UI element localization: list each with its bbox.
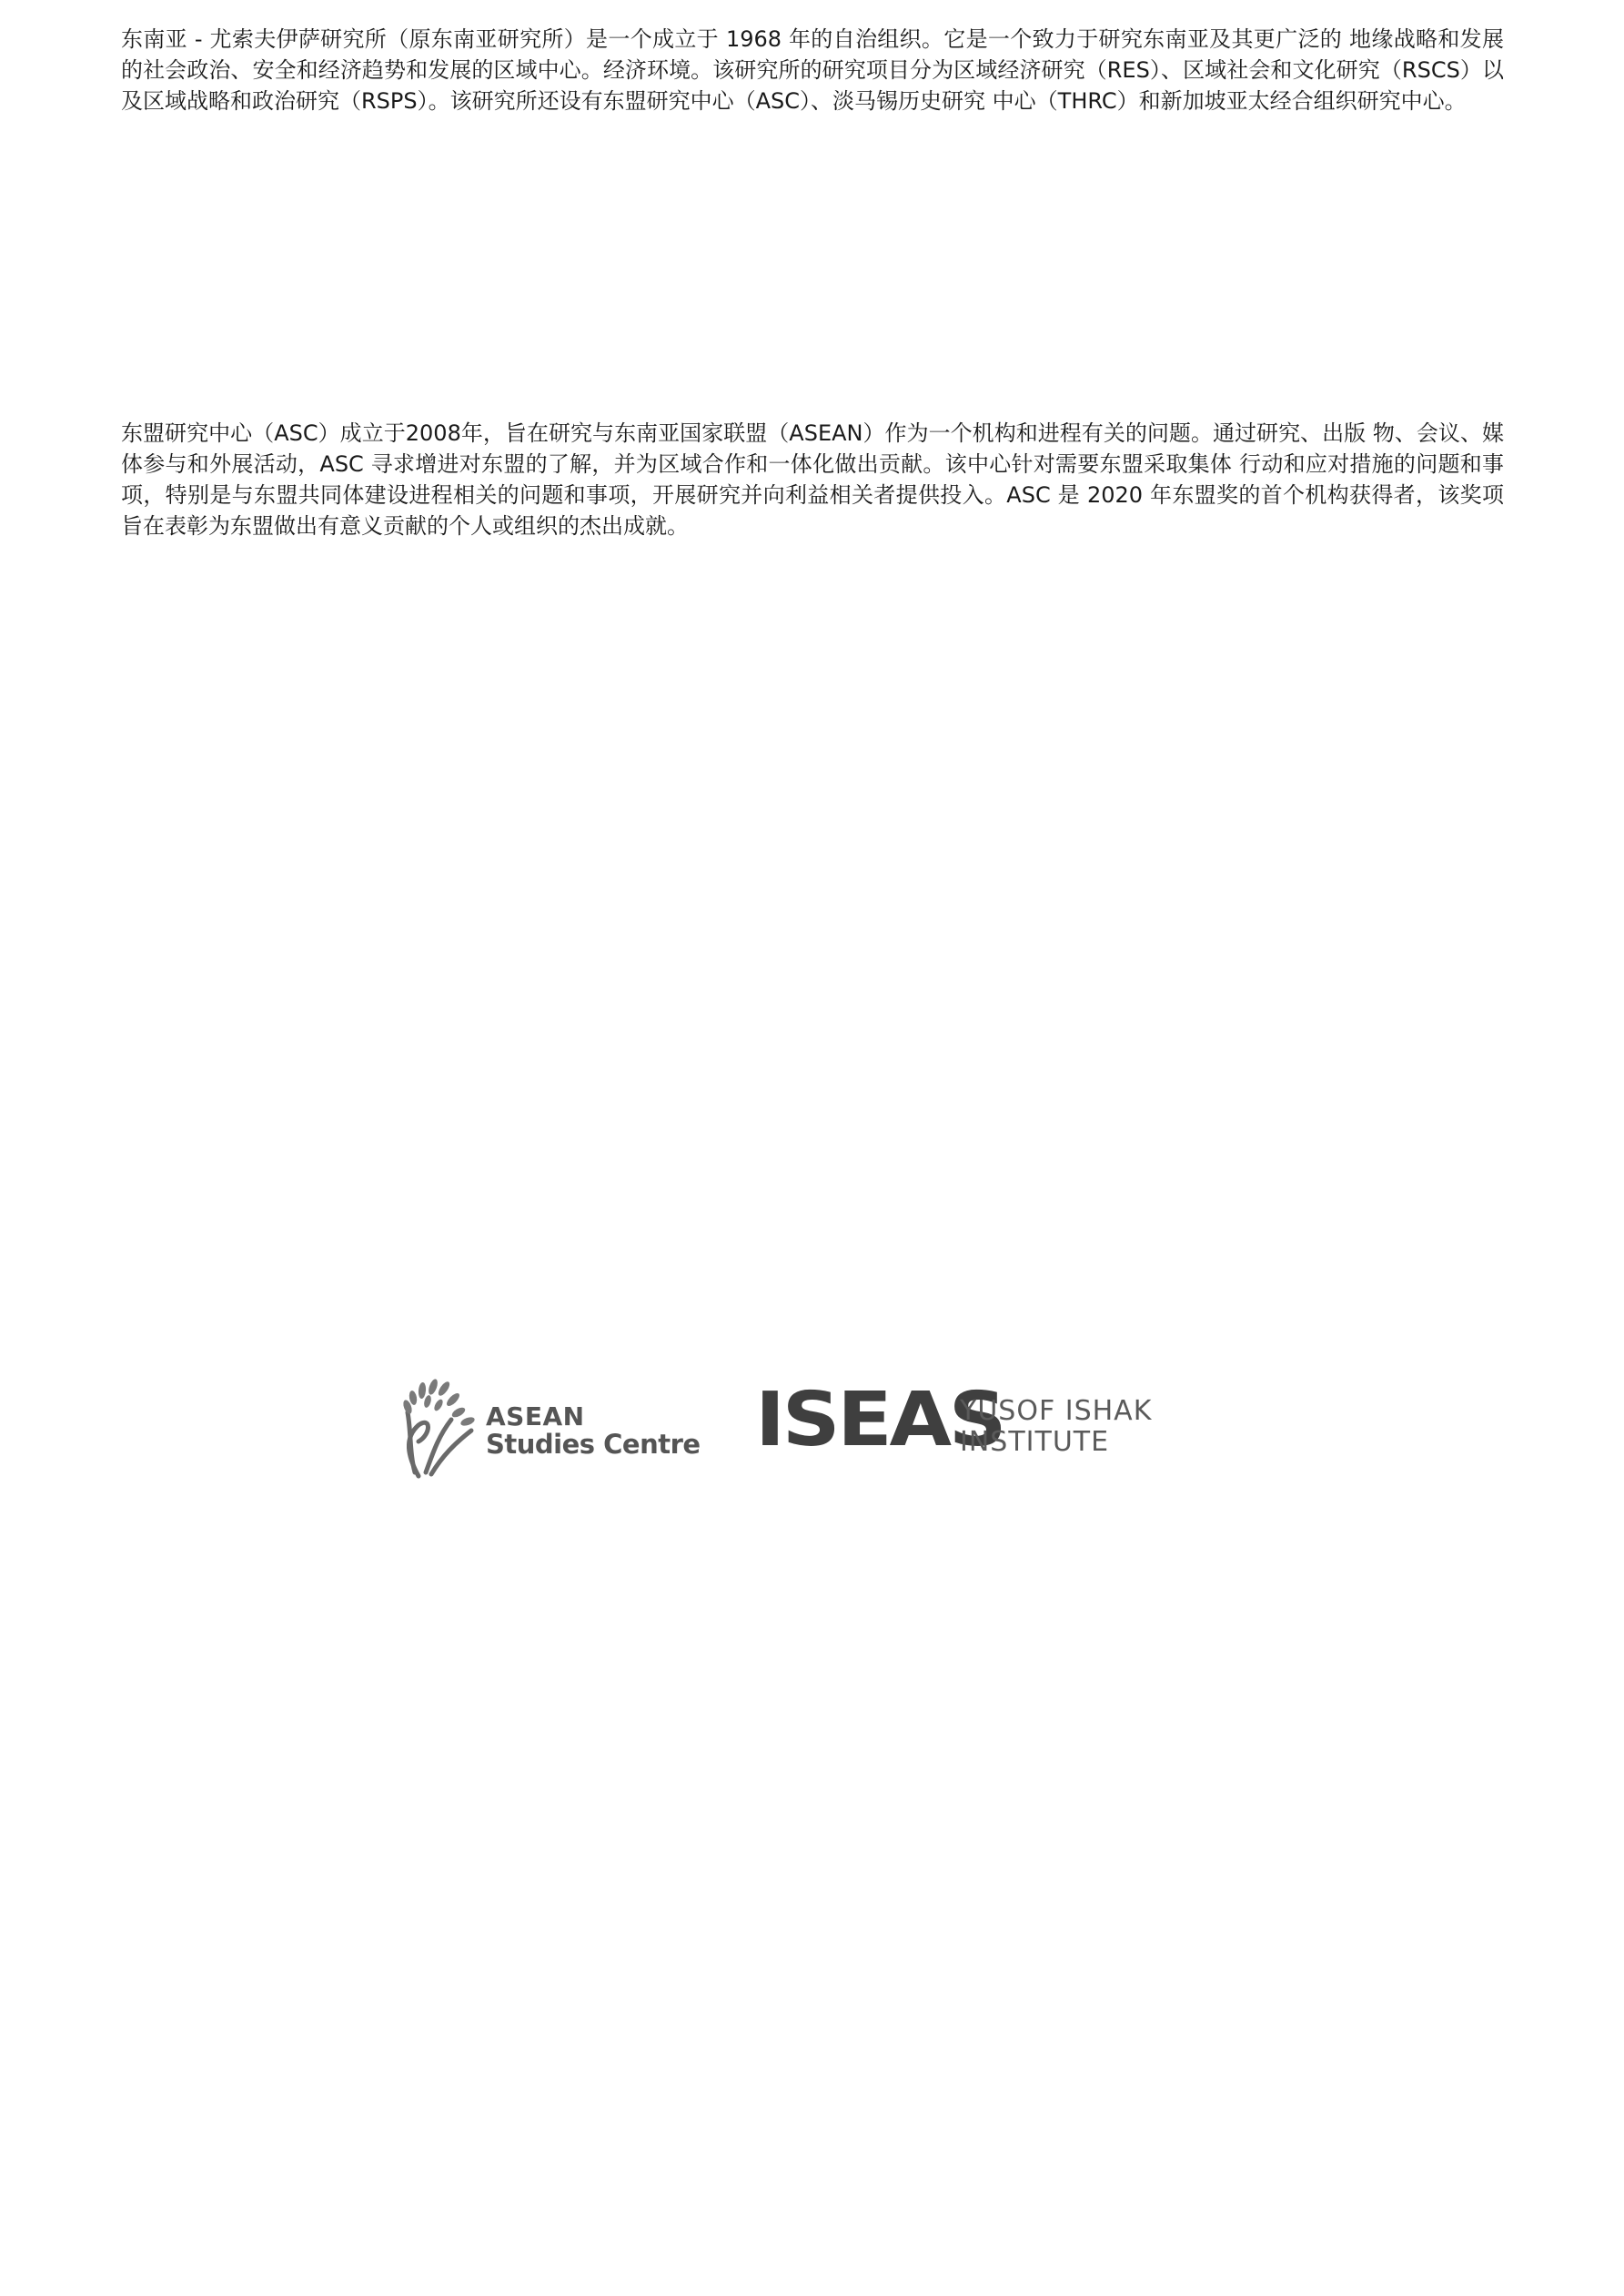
wheat-stalks-icon <box>391 1365 491 1483</box>
logos-row <box>391 1356 1192 1492</box>
asc-logo-line2: Studies Centre <box>486 1429 701 1460</box>
iseas-description-paragraph: 东南亚 - 尤索夫伊萨研究所（原东南亚研究所）是一个成立于 1968 年的自治组织。它是一个致力于研究东南亚及其更广泛的 地缘战略和发展的社会政治、安全和经济趋势和发展的区域中心。经济环境。该研究所的研究项目分为区域经济研究（RES）、区域社会和文化研究（RSCS）以及区域战略和政治研究（RSPS）。该研究所还设有东盟研究中心（ASC）、淡马锡历史研究 中心（THRC）和新加坡亚太经合组织研究中心。 <box>121 26 1504 114</box>
iseas-institute-name <box>960 1396 1152 1458</box>
iseas-name-line1: YUSOF ISHAK <box>960 1395 1153 1427</box>
asc-logo-line1: ASEAN <box>486 1401 585 1431</box>
iseas-name-line2: INSTITUTE <box>960 1426 1110 1458</box>
iseas-yusof-ishak-logo <box>755 1377 1192 1474</box>
iseas-wordmark: ISEAS <box>755 1377 1004 1463</box>
asc-description-paragraph: 东盟研究中心（ASC）成立于2008年，旨在研究与东南亚国家联盟（ASEAN）作为一个机构和进程有关的问题。通过研究、出版 物、会议、媒体参与和外展活动，ASC 寻求增进对东盟的了解，并为区域合作和一体化做出贡献。该中心针对需要东盟采取集体 行动和应对措施的问题和事项，特别是与东盟共同体建设进程相关的问题和事项，开展研究并向利益相关者提供投入。ASC 是 2020 年东盟奖的首个机构获得者，该奖项旨在表彰为东盟做出有意义贡献的个人或组织的杰出成就。 <box>121 420 1504 539</box>
asean-studies-centre-logo <box>391 1365 728 1492</box>
asc-logo-text <box>486 1403 701 1458</box>
